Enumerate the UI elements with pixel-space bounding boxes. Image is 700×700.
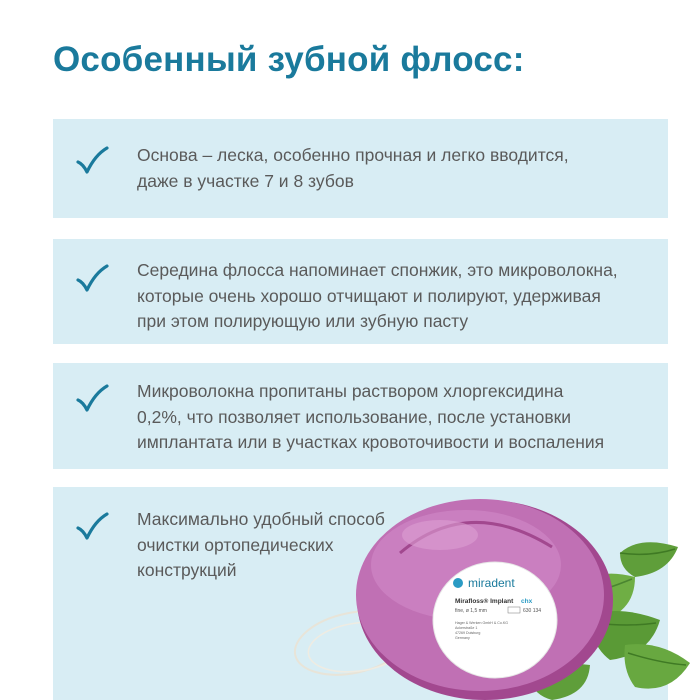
feature-text-line: конструкций	[137, 560, 237, 580]
feature-text	[137, 143, 618, 194]
brand-logo-icon	[453, 578, 463, 588]
feature-card	[53, 363, 605, 469]
feature-text	[137, 379, 618, 456]
feature-text-line: 0,2%, что позволяет использование, после установки	[137, 406, 572, 427]
product-illustration	[290, 495, 700, 700]
label-code: 630 134	[523, 608, 542, 614]
feature-text-line: имплантата или в участках кровоточивости и воспаления	[137, 432, 605, 452]
feature-card	[53, 239, 618, 344]
feature-text-line: Максимально удобный способ	[137, 509, 385, 529]
feature-text-line: даже в участке 7 и 8 зубов	[137, 170, 354, 191]
feature-text-line: очистки ортопедических	[137, 534, 334, 555]
checkmark-icon	[75, 383, 109, 417]
label-spec: fine, ø 1,5 mm	[455, 608, 487, 614]
checkmark-icon	[75, 145, 109, 179]
feature-text	[137, 258, 618, 335]
label-address: Ackerstraße 1	[455, 626, 478, 630]
feature-text-line: Микроволокна пропитаны раствором хлоргексидина	[137, 381, 564, 401]
feature-text-line: при этом полирующую или зубную пасту	[137, 311, 469, 331]
label-variant: chx	[521, 598, 533, 605]
checkmark-icon	[75, 263, 109, 297]
label-city: 47269 Duisburg	[455, 631, 481, 635]
feature-text-line: которые очень хорошо отчищают и полируют, удерживая	[137, 285, 601, 306]
floss-container	[356, 499, 613, 700]
checkmark-icon	[75, 511, 109, 545]
feature-card	[53, 119, 569, 218]
feature-text-line: Основа – леска, особенно прочная и легко вводится,	[137, 145, 569, 165]
label-brand: miradent	[468, 576, 515, 590]
page-title: Особенный зубной флосс:	[53, 40, 525, 79]
label-maker: Hager & Werken GmbH & Co.KG	[455, 621, 509, 625]
label-name: Mirafloss® Implant	[455, 598, 514, 605]
feature-text-line: Середина флосса напоминает спонжик, это микроволокна,	[137, 260, 618, 280]
label-country: Germany	[455, 636, 470, 640]
